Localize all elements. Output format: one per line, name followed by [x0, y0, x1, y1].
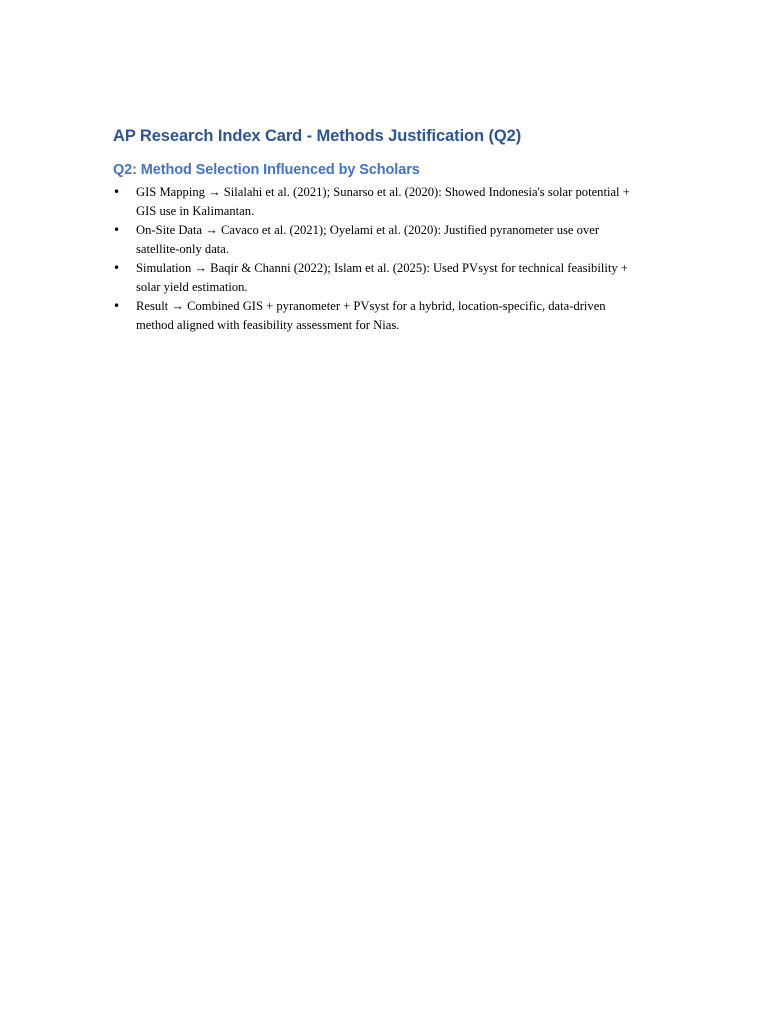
bullet-list — [113, 183, 643, 335]
page-title: AP Research Index Card - Methods Justification (Q2) — [113, 127, 522, 145]
list-item-simulation — [113, 259, 643, 297]
list-item-gis-mapping — [113, 183, 643, 221]
list-item-text: On-Site Data → Cavaco et al. (2021); Oyelami et al. (2020): Justified pyranometer use over satellite-only data. — [136, 223, 600, 256]
document-content — [113, 124, 643, 335]
list-item-text: Result → Combined GIS + pyranometer + PVsyst for a hybrid, location-specific, data-driven method aligned with feasibility assessment for Nias. — [136, 299, 606, 332]
list-item-on-site-data — [113, 221, 643, 259]
list-item-text: GIS Mapping → Silalahi et al. (2021); Sunarso et al. (2020): Showed Indonesia's solar potential + GIS use in Kalimantan. — [136, 185, 630, 218]
list-item-result — [113, 297, 643, 335]
bullet-icon: • — [113, 299, 121, 313]
bullet-icon: • — [113, 223, 121, 237]
list-item-text: Simulation → Baqir & Channi (2022); Islam et al. (2025): Used PVsyst for technical feasibility + solar yield estimation. — [136, 261, 628, 294]
section-heading: Q2: Method Selection Influenced by Scholars — [113, 162, 420, 178]
bullet-icon: • — [113, 185, 121, 199]
bullet-icon: • — [113, 261, 121, 275]
